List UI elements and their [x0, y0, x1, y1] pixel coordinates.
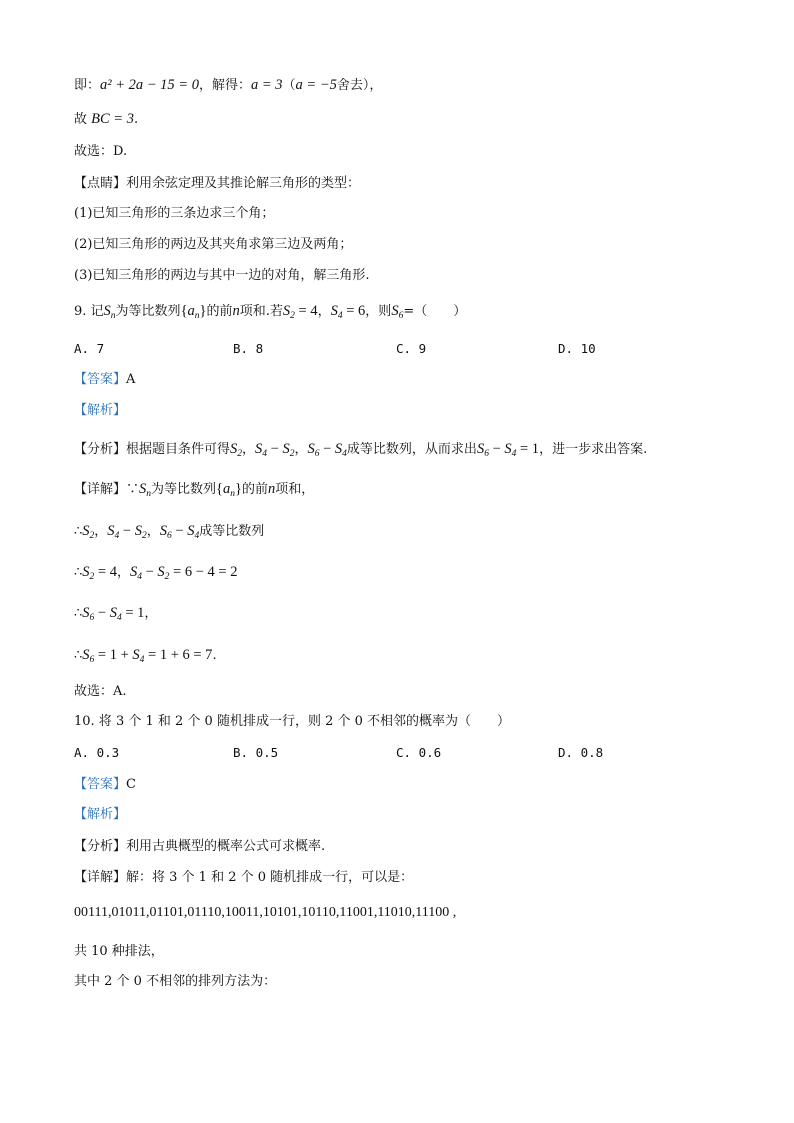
math-S6-eq: $S_6 = 1 + S_4 = 1 + 6 = 7$: [82, 647, 213, 665]
q10-option-d: D. 0.8: [558, 745, 604, 760]
text: ，进一步求出答案.: [539, 442, 648, 457]
text: ，: [146, 524, 160, 539]
answer-value: C: [126, 777, 136, 792]
choice-line-8: 故选：D.: [74, 144, 128, 159]
tip-heading: 【点睛】利用余弦定理及其推论解三角形的类型：: [74, 176, 361, 191]
text: ，: [242, 442, 256, 457]
math-S2-eq: $S_2 = 4$: [282, 303, 318, 321]
text: （: [282, 78, 296, 93]
text: .: [212, 648, 217, 663]
math-n: n: [267, 481, 276, 497]
answer-tag: 【答案】: [74, 777, 127, 792]
question-10: 10. 将 3 个 1 和 2 个 0 随机排成一行，则 2 个 0 不相邻的概率为（ ）: [74, 714, 511, 729]
text: ，: [317, 304, 331, 319]
q9-option-c: C. 9: [396, 341, 427, 356]
math-S4-S2-eq: $S_4 - S_2 = 6 - 4 = 2$: [129, 564, 238, 582]
solution-line-bc: [74, 110, 138, 129]
analysis-tag-10: 【解析】: [74, 807, 127, 822]
q9-option-b: B. 8: [233, 341, 264, 356]
text: 【分析】根据题目条件可得: [74, 442, 231, 457]
math-S4-S2: $S_4 - S_2$: [255, 441, 295, 459]
non-adjacent-intro: 其中 2 个 0 不相邻的排列方法为：: [74, 974, 277, 989]
q9-option-d: D. 10: [558, 341, 596, 356]
text: 故: [74, 112, 92, 127]
text: 为等比数列: [151, 482, 217, 497]
step-2: [74, 563, 237, 582]
text: ∴: [74, 648, 83, 663]
answer-value: A: [126, 372, 136, 387]
text: ，: [144, 606, 158, 621]
step-3: [74, 604, 157, 623]
text: ，则: [365, 304, 392, 319]
text: =（ ）: [403, 304, 467, 319]
solution-line-quadratic: [74, 76, 382, 95]
math-quadratic: a² + 2a − 15 = 0: [100, 77, 199, 93]
math-Sn: $S_n$: [103, 303, 116, 321]
text: ∴: [74, 524, 83, 539]
detail-10: 【详解】解：将 3 个 1 和 2 个 0 随机排成一行，可以是：: [74, 870, 414, 885]
math-S6-S4-eq: $S_6 - S_4 = 1$: [82, 605, 145, 623]
total-arrangements: 共 10 种排法，: [74, 944, 164, 959]
tip-item-2: (2)已知三角形的两边及其夹角求第三边及两角；: [74, 237, 353, 252]
math-root: a = 3: [250, 77, 283, 93]
answer-10: [74, 776, 136, 794]
answer-tag: 【答案】: [74, 372, 127, 387]
tip-item-1: (1)已知三角形的三条边求三个角；: [74, 206, 275, 221]
text: 成等比数列: [199, 524, 265, 539]
text: 成等比数列，从而求出: [346, 442, 477, 457]
text: 的前: [206, 304, 233, 319]
text: 舍去），: [336, 78, 383, 93]
math-S2: $S_2$: [82, 523, 95, 541]
math-Sn: $S_n$: [139, 481, 152, 499]
text: ∴: [74, 565, 83, 580]
math-an: $\{a_n\}$: [216, 481, 242, 499]
answer-9: [74, 371, 135, 389]
analysis-tag-9: 【解析】: [74, 403, 127, 418]
math-rejected-root: a = −5: [295, 77, 337, 93]
math-S6-S4-eq: $S_6 - S_4 = 1$: [476, 441, 540, 459]
text: 项和.若: [239, 304, 283, 319]
q10-option-b: B. 0.5: [233, 745, 279, 760]
math-S4-eq: $S_4 = 6$: [330, 303, 366, 321]
text: ，解得：: [198, 78, 251, 93]
analysis-10: 【分析】利用古典概型的概率公式可求概率.: [74, 839, 326, 854]
math-an: $\{a_n\}$: [180, 303, 207, 321]
math-S2: $S_2$: [230, 441, 243, 459]
math-n: n: [232, 303, 240, 319]
math-S6-S4: $S_6 - S_4$: [159, 523, 200, 541]
detail-9: [74, 480, 314, 499]
text: ，: [294, 442, 308, 457]
choice-line-9: 故选：A.: [74, 684, 127, 699]
text: 为等比数列: [115, 304, 181, 319]
text: 即：: [74, 78, 101, 93]
text: ，: [116, 565, 130, 580]
tip-item-3: (3)已知三角形的两边与其中一边的对角，解三角形.: [74, 268, 370, 283]
text: 【详解】∵: [74, 482, 140, 497]
text: 的前: [241, 482, 268, 497]
math-bc: BC = 3: [91, 111, 134, 127]
arrangement-list: 00111,01011,01101,01110,10011,10101,10110,11001,11010,11100 ,: [74, 905, 457, 920]
step-1: [74, 522, 264, 541]
math-S4-S2: $S_4 - S_2$: [107, 523, 147, 541]
text: .: [133, 112, 139, 127]
analysis-9: [74, 440, 647, 459]
q10-option-a: A. 0.3: [74, 745, 120, 760]
text: ，: [94, 524, 108, 539]
q9-option-a: A. 7: [74, 341, 105, 356]
q10-option-c: C. 0.6: [396, 745, 442, 760]
math-S6: $S_6$: [391, 303, 404, 321]
text: 项和，: [275, 482, 315, 497]
text: ∴: [74, 606, 83, 621]
text: 9. 记: [74, 304, 104, 319]
math-S6-S4: $S_6 - S_4$: [307, 441, 347, 459]
step-4: [74, 646, 217, 665]
question-9: [74, 302, 466, 321]
math-S2-eq: $S_2 = 4$: [82, 564, 117, 582]
